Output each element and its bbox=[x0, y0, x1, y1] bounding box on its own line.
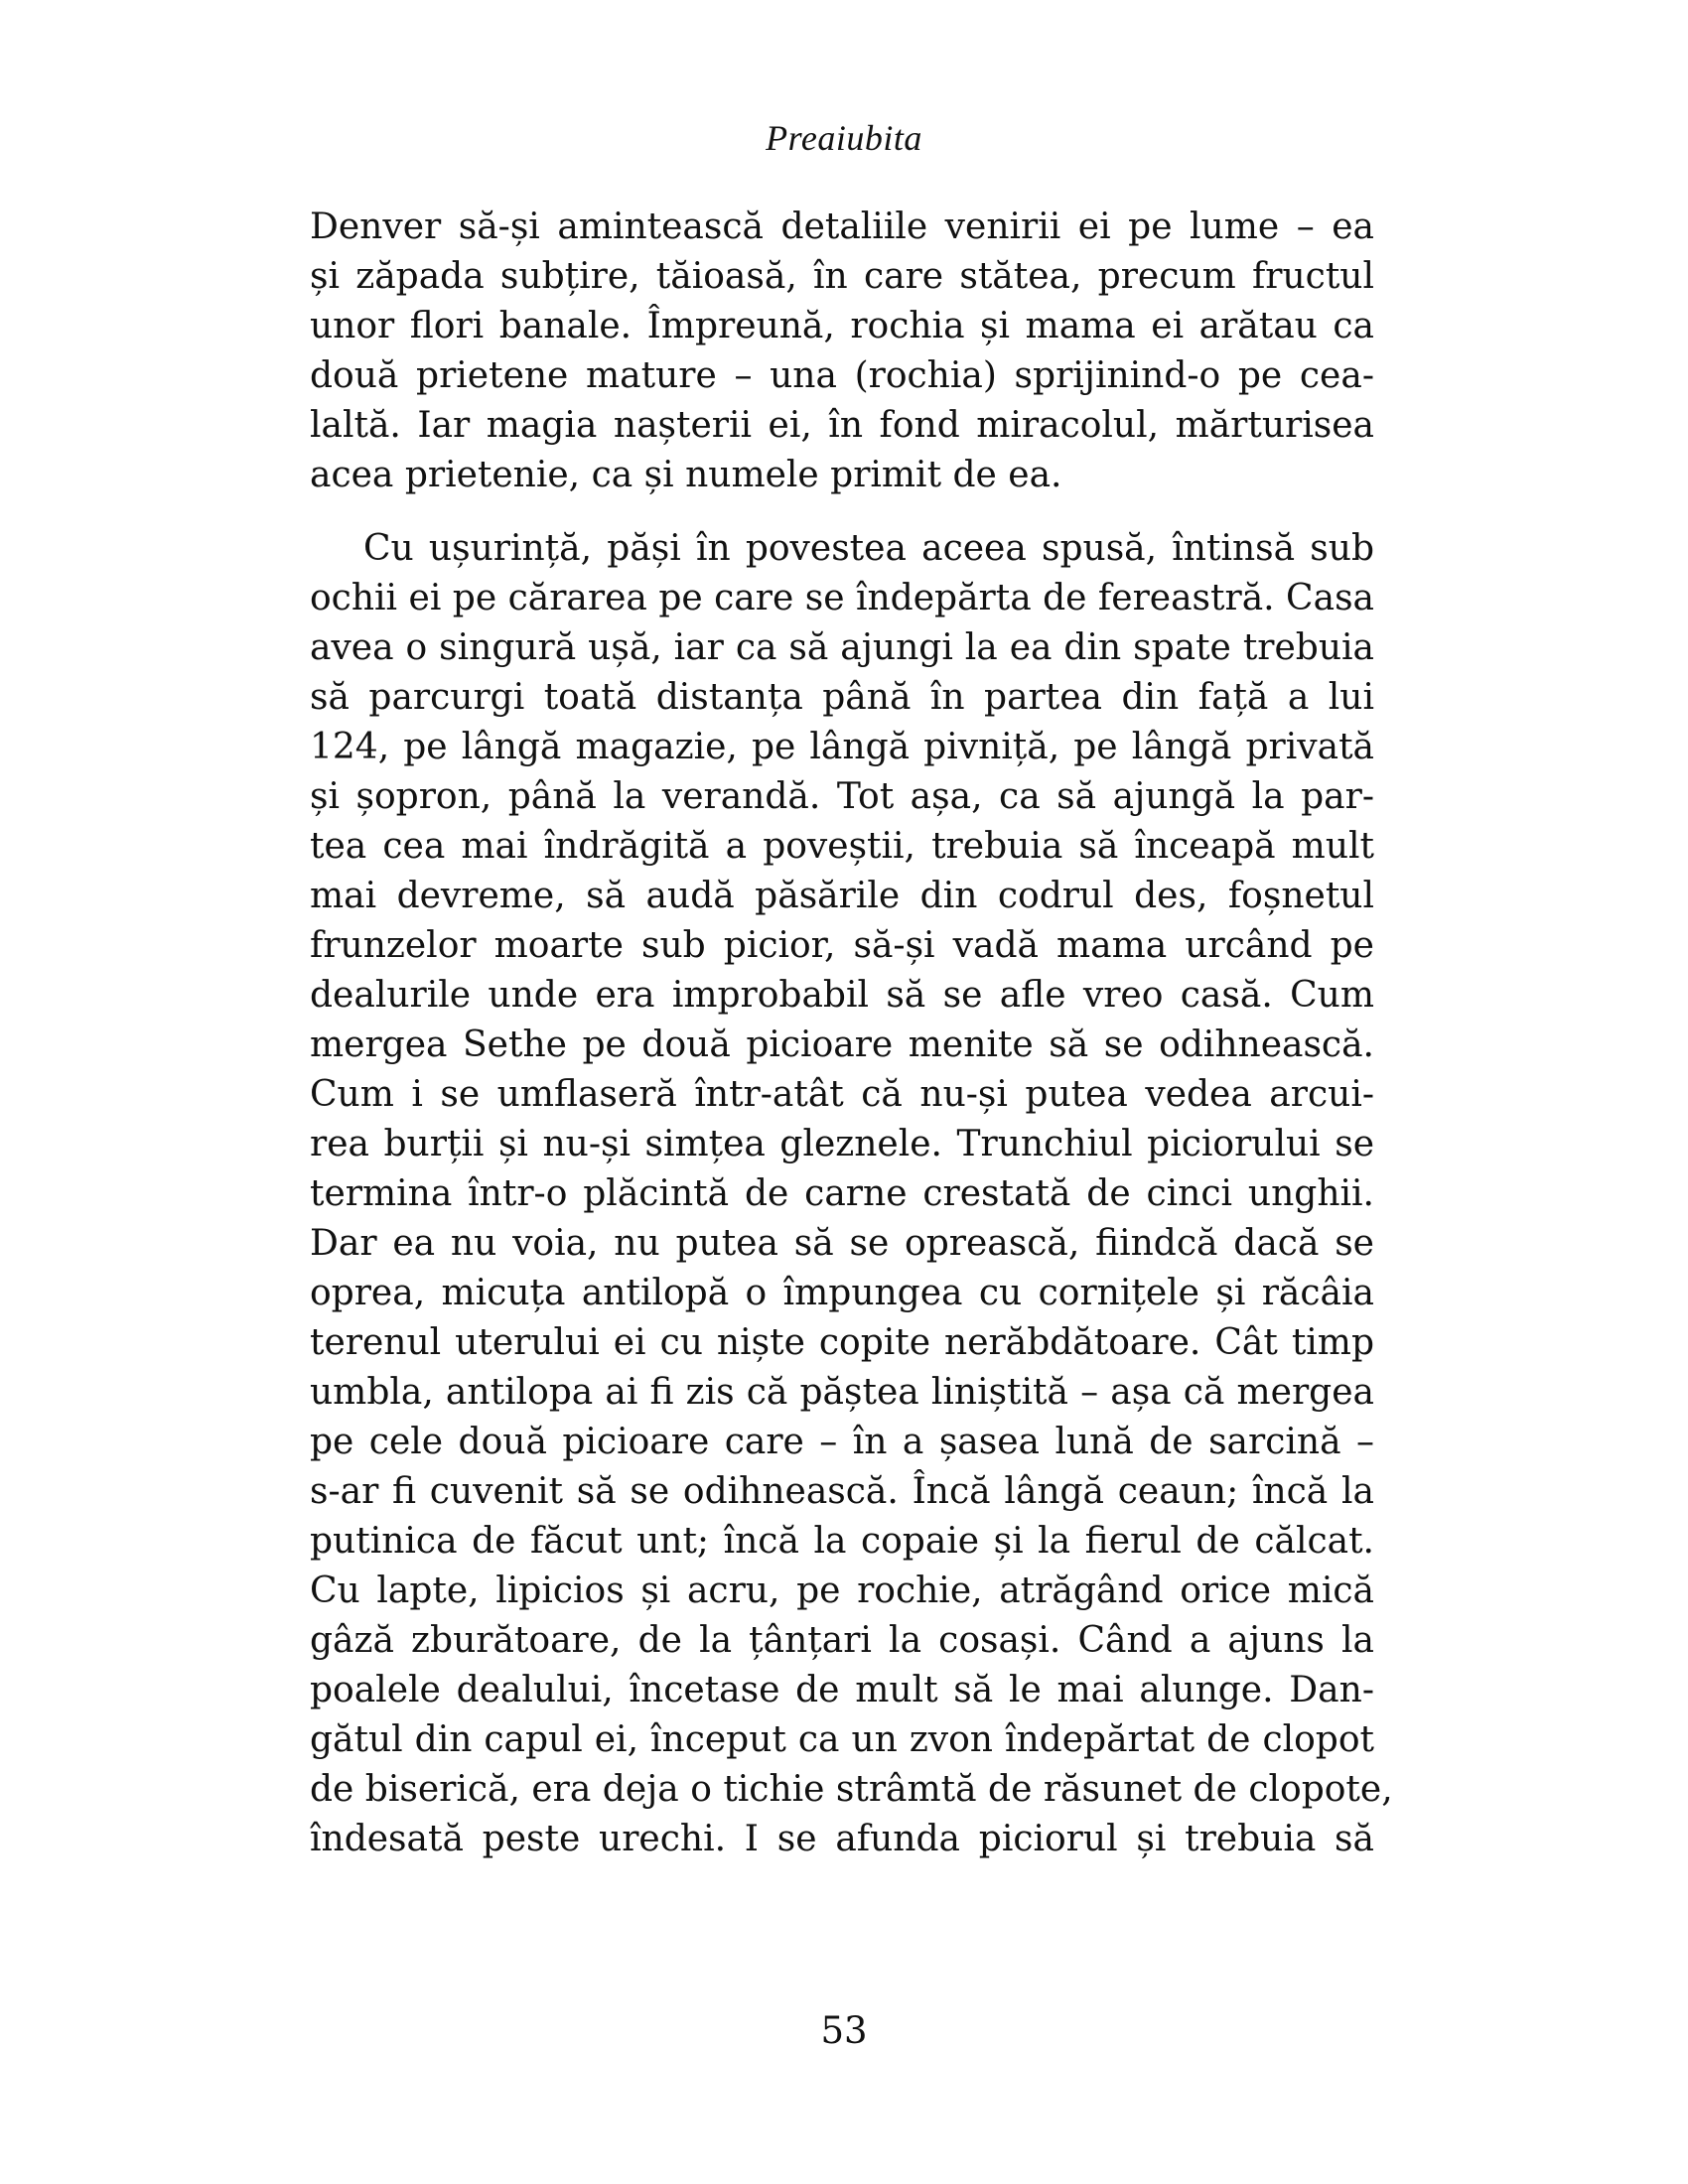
text-line: avea o singură ușă, iar ca să ajungi la ea din spate trebuia bbox=[310, 627, 1374, 668]
text-line: Dar ea nu voia, nu putea să se oprească, fiindcă dacă se bbox=[310, 1223, 1374, 1264]
text-line: Cum i se umflaseră într-atât că nu-și putea vedea arcui- bbox=[310, 1074, 1374, 1115]
text-line: de biserică, era deja o tichie strâmtă de răsunet de clopote, bbox=[310, 1769, 1393, 1810]
text-line: mai devreme, să audă păsările din codrul des, foșnetul bbox=[310, 876, 1374, 916]
text-line: mergea Sethe pe două picioare menite să se odihnească. bbox=[310, 1024, 1374, 1065]
text-line: putinica de făcut unt; încă la copaie și la fierul de călcat. bbox=[310, 1521, 1374, 1562]
text-line: poalele dealului, încetase de mult să le mai alunge. Dan- bbox=[310, 1670, 1374, 1710]
text-line: unor flori banale. Împreună, rochia și mama ei arătau ca bbox=[310, 306, 1374, 346]
text-line: Cu ușurință, păși în povestea aceea spusă, întinsă sub bbox=[363, 528, 1374, 569]
text-line: gătul din capul ei, început ca un zvon îndepărtat de clopot bbox=[310, 1719, 1374, 1760]
running-head: Preaiubita bbox=[766, 118, 922, 158]
text-line: tea cea mai îndrăgită a poveștii, trebuia să înceapă mult bbox=[310, 826, 1374, 867]
text-line: terenul uterului ei cu niște copite nerăbdătoare. Cât timp bbox=[310, 1322, 1374, 1363]
page-number: 53 bbox=[820, 2009, 868, 2052]
paragraph-spacer bbox=[310, 500, 1374, 524]
text-line: îndesată peste urechi. I se afunda piciorul și trebuia să bbox=[310, 1819, 1374, 1859]
text-line: s-ar fi cuvenit să se odihnească. Încă lângă ceaun; încă la bbox=[310, 1471, 1374, 1512]
text-line: oprea, micuța antilopă o împungea cu cornițele și răcâia bbox=[310, 1273, 1374, 1313]
text-line: acea prietenie, ca și numele primit de ea. bbox=[310, 455, 1062, 495]
text-line: Denver să-și amintească detaliile venirii ei pe lume – ea bbox=[310, 206, 1374, 247]
text-line: rea burții și nu-și simțea gleznele. Trunchiul piciorului se bbox=[310, 1124, 1374, 1164]
text-line: ochii ei pe cărarea pe care se îndepărta de fereastră. Casa bbox=[310, 578, 1374, 618]
text-line: termina într-o plăcintă de carne crestată de cinci unghii. bbox=[310, 1173, 1374, 1214]
body-text bbox=[310, 203, 1393, 1864]
text-line: dealurile unde era improbabil să se afle vreo casă. Cum bbox=[310, 975, 1374, 1016]
paragraph-2 bbox=[310, 524, 1393, 1864]
text-line: frunzelor moarte sub picior, să-și vadă mama urcând pe bbox=[310, 925, 1374, 966]
text-line: să parcurgi toată distanța până în partea din față a lui bbox=[310, 677, 1374, 718]
text-line: și șopron, până la verandă. Tot așa, ca să ajungă la par- bbox=[310, 776, 1374, 817]
text-line: gâză zburătoare, de la țânțari la cosași. Când a ajuns la bbox=[310, 1620, 1374, 1661]
paragraph-1 bbox=[310, 203, 1374, 500]
text-line: și zăpada subțire, tăioasă, în care stătea, precum fructul bbox=[310, 256, 1374, 297]
text-line: umbla, antilopa ai fi zis că păștea liniștită – așa că mergea bbox=[310, 1372, 1374, 1413]
text-line: Cu lapte, lipicios și acru, pe rochie, atrăgând orice mică bbox=[310, 1570, 1374, 1611]
text-line: laltă. Iar magia nașterii ei, în fond miracolul, mărturisea bbox=[310, 405, 1374, 446]
text-line: două prietene mature – una (rochia) sprijinind-o pe cea- bbox=[310, 355, 1374, 396]
text-line: pe cele două picioare care – în a șasea lună de sarcină – bbox=[310, 1422, 1374, 1462]
text-line: 124, pe lângă magazie, pe lângă pivniță, pe lângă privată bbox=[310, 727, 1374, 767]
